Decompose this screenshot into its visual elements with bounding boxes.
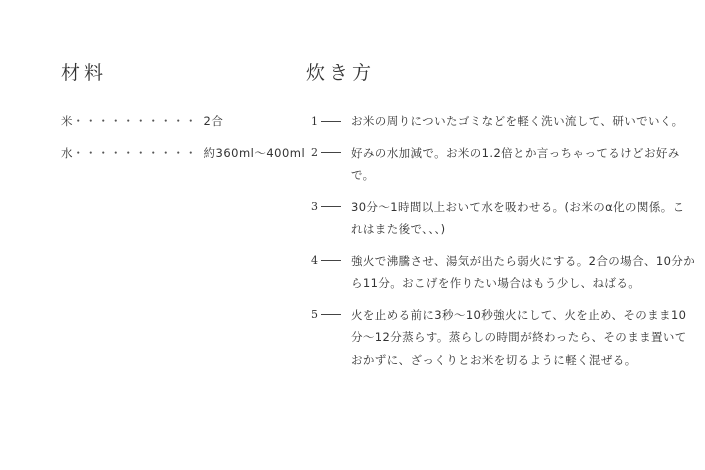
step-dash	[321, 121, 341, 122]
step-number	[311, 250, 351, 272]
step-number-label: 4	[311, 254, 318, 267]
step-text: 好みの水加減で。お米の1.2倍とか言っちゃってるけどお好みで。	[351, 145, 680, 182]
step-number	[311, 142, 351, 164]
step-text: 30分〜1時間以上おいて水を吸わせる。(お米のα化の関係。これはまた後で、、、)	[351, 199, 685, 236]
ingredient-leader: ・・・・・・・・・・	[72, 114, 198, 128]
ingredient-item	[61, 145, 306, 161]
step-number	[311, 110, 351, 132]
step-number	[311, 196, 351, 218]
step-number-label: 2	[311, 146, 318, 159]
ingredient-name: 水	[61, 146, 73, 160]
step-number-label: 5	[311, 308, 318, 321]
step-number	[311, 304, 351, 326]
method-step	[311, 250, 696, 295]
step-dash	[321, 152, 341, 153]
method-steps	[311, 110, 696, 380]
ingredient-leader: ・・・・・・・・・・	[72, 146, 198, 160]
step-dash	[321, 314, 341, 315]
method-step	[311, 110, 696, 133]
step-dash	[321, 206, 341, 207]
method-step	[311, 196, 696, 241]
method-step	[311, 142, 696, 187]
ingredient-list	[61, 113, 306, 177]
ingredient-amount: 2合	[203, 114, 224, 128]
step-dash	[321, 260, 341, 261]
step-number-label: 1	[311, 114, 318, 128]
step-number-label: 3	[311, 200, 318, 213]
ingredient-amount: 約360ml〜400ml	[203, 146, 306, 160]
method-title: 炊き方	[306, 62, 376, 84]
step-text: 火を止める前に3秒〜10秒強火にして、火を止め、そのまま10分〜12分蒸らす。蒸らしの時間が終わったら、そのまま置いておかずに、ざっくりとお米を切るように軽く混ぜる。	[351, 307, 687, 367]
method-step	[311, 304, 696, 372]
ingredient-item	[61, 113, 281, 129]
step-text: 強火で沸騰させ、湯気が出たら弱火にする。2合の場合、10分から11分。おこげを作りたい場合はもう少し、ねばる。	[351, 253, 696, 290]
step-text: お米の周りについたゴミなどを軽く洗い流して、研いでいく。	[351, 114, 684, 128]
ingredient-name: 米	[61, 114, 73, 128]
ingredients-title: 材料	[61, 62, 108, 84]
